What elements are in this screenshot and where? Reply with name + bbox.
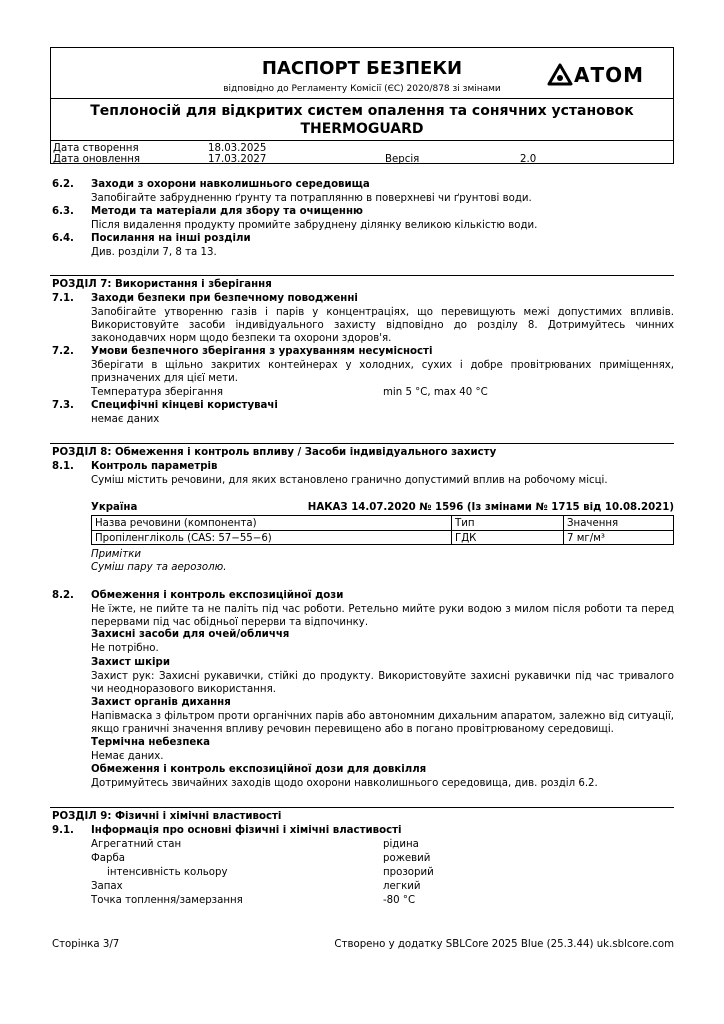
item-8-1-number: 8.1. [52,461,74,472]
item-6-3-number: 6.3. [52,206,74,217]
environmental-exposure-title: Обмеження і контроль експозиційної дози для довкілля [91,764,427,775]
exposure-table-row-divider [91,530,674,531]
item-6-3-text: Після видалення продукту промийте забруднену ділянку великою кількістю води. [91,220,538,231]
exposure-table-col-divider-2 [563,515,564,545]
skin-protection-title: Захист шкіри [91,657,170,668]
table-header-substance: Назва речовини (компонента) [95,518,257,529]
updated-label: Дата оновлення [53,154,140,165]
notes-label: Примітки [91,549,141,560]
item-6-4-text: Див. розділи 7, 8 та 13. [91,247,217,258]
atom-logo [546,62,672,88]
storage-temp-value: min 5 °C, max 40 °C [383,387,488,398]
exposure-table-col-divider-1 [451,515,452,545]
item-7-1-number: 7.1. [52,293,74,304]
storage-temp-label: Температура зберігання [91,387,224,398]
page-number: Сторінка 3/7 [52,939,120,950]
property-value: -80 °C [383,895,416,906]
item-7-1-text: Запобігайте утворенню газів і парів у концентраціях, що перевищують межі допустимих впливів. Використовуйте засоби індивідуального захисту відповідно до розділу 8. Дотримуйтесь чинних законодавчих норм щодо безпеки та охорони здоров'я. [91,307,674,344]
order-reference: НАКАЗ 14.07.2020 № 1596 (Із змінами № 1715 від 10.08.2021) [307,502,674,513]
respiratory-protection-text: Напівмаска з фільтром проти органічних парів або автономним дихальним апаратом, залежно від ситуації, якщо граничні значення впливу речовин перевищено або в погано провітрюваному середовищі. [91,711,674,735]
regulation-reference: відповідно до Регламенту Комісії (ЄС) 2020/878 зі змінами [223,84,501,94]
thermal-hazard-text: Немає даних. [91,751,164,762]
table-cell-type: ГДК [455,533,477,544]
property-value: легкий [383,881,421,892]
table-header-value: Значення [567,518,619,529]
item-6-2-number: 6.2. [52,179,74,190]
eye-protection-title: Захисні засоби для очей/обличчя [91,629,290,640]
item-7-2-title: Умови безпечного зберігання з урахуванням несумісності [91,346,433,357]
item-8-2-number: 8.2. [52,590,74,601]
header-divider-2 [50,140,674,141]
item-8-1-title: Контроль параметрів [91,461,218,472]
footer-created-with: Створено у додатку SBLCore 2025 Blue (25.3.44) uk.sblcore.com [334,939,674,950]
environmental-exposure-text: Дотримуйтесь звичайних заходів щодо охорони навколишнього середовища, див. розділ 6.2. [91,778,598,789]
property-label: Точка топлення/замерзання [91,895,243,906]
section-9-separator [50,807,674,808]
item-6-2-text: Запобігайте забрудненню ґрунту та потраплянню в поверхневі чи ґрунтові води. [91,193,532,204]
section-8-separator [50,443,674,444]
item-7-3-title: Специфічні кінцеві користувачі [91,400,278,411]
property-label: Запах [91,881,123,892]
eye-protection-text: Не потрібно. [91,643,159,654]
item-9-1-number: 9.1. [52,825,74,836]
item-7-1-title: Заходи безпеки при безпечному поводженні [91,293,358,304]
notes-text: Суміш пару та аерозолю. [91,562,227,573]
created-label: Дата створення [53,143,139,154]
table-header-type: Тип [455,518,475,529]
section-7-separator [50,275,674,276]
item-7-3-number: 7.3. [52,400,74,411]
item-6-2-title: Заходи з охорони навколишнього середовища [91,179,370,190]
product-name: Теплоносій для відкритих систем опалення та сонячних установок [90,103,634,119]
item-9-1-title: Інформація про основні фізичні і хімічні властивості [91,825,402,836]
product-code: THERMOGUARD [300,121,424,137]
property-value: прозорий [383,867,434,878]
document-title: ПАСПОРТ БЕЗПЕКИ [261,58,463,79]
property-label: Агрегатний стан [91,839,182,850]
property-value: рожевий [383,853,431,864]
table-cell-substance: Пропіленгліколь (CAS: 57−55−6) [95,533,272,544]
item-6-4-number: 6.4. [52,233,74,244]
property-value: рідина [383,839,419,850]
item-6-4-title: Посилання на інші розділи [91,233,251,244]
thermal-hazard-title: Термічна небезпека [91,737,211,748]
property-label: інтенсивність кольору [107,867,228,878]
version-value: 2.0 [520,154,537,165]
version-label: Версія [385,154,420,165]
created-value: 18.03.2025 [208,143,267,154]
skin-protection-text: Захист рук: Захисні рукавички, стійкі до продукту. Використовуйте захисні рукавички під час тривалого чи неодноразового використання. [91,671,674,695]
section-9-title: РОЗДІЛ 9: Фізичні і хімічні властивості [52,811,282,822]
section-8-title: РОЗДІЛ 8: Обмеження і контроль впливу / Засоби індивідуального захисту [52,447,497,458]
header-divider-1 [50,98,674,99]
item-8-2-text: Не їжте, не пийте та не паліть під час роботи. Ретельно мийте руки водою з милом після роботи та перед перервами під час обідньої перерви та відпочинку. [91,604,674,628]
respiratory-protection-title: Захист органів дихання [91,697,231,708]
item-8-1-text: Суміш містить речовини, для яких встановлено гранично допустимий вплив на робочому місці. [91,475,608,486]
section-7-title: РОЗДІЛ 7: Використання і зберігання [52,279,272,290]
atom-logo-icon [546,62,574,88]
table-cell-value: 7 мг/м³ [567,533,605,544]
country-label: Україна [91,502,138,513]
item-7-3-text: немає даних [91,414,160,425]
property-label: Фарба [91,853,126,864]
updated-value: 17.03.2027 [208,154,267,165]
item-8-2-title: Обмеження і контроль експозиційної дози [91,590,344,601]
item-7-2-number: 7.2. [52,346,74,357]
item-7-2-text: Зберігати в щільно закритих контейнерах у холодних, сухих і добре провітрюваних приміщеннях, призначених для цієї мети. [91,360,674,384]
logo-text: АТОМ [574,63,645,87]
item-6-3-title: Методи та матеріали для збору та очищенню [91,206,363,217]
